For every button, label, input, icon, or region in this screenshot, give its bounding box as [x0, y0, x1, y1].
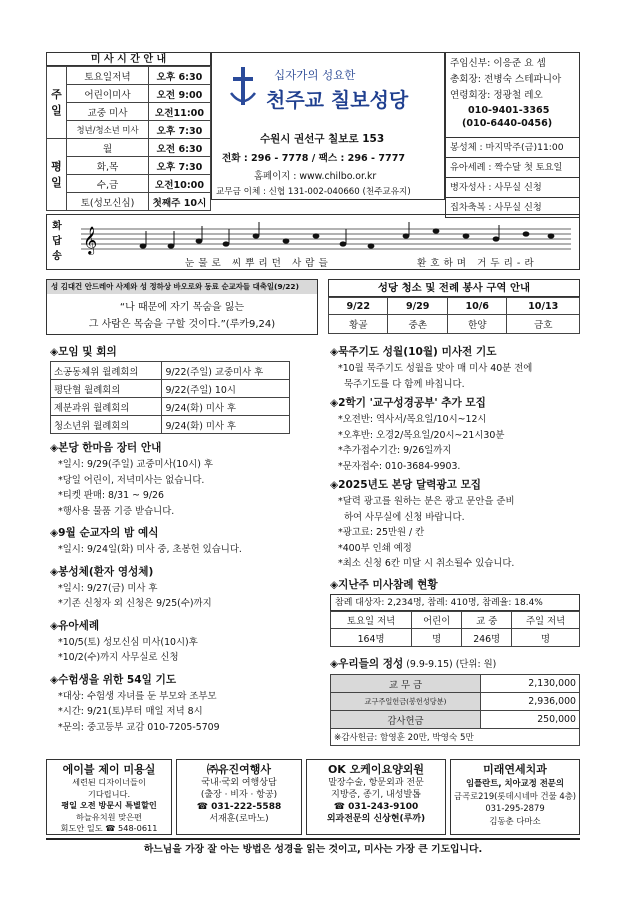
notice-title: ◈수험생을 위한 54일 기도 [50, 673, 177, 686]
offering-period: (9.9-9.15) (단위: 원) [406, 659, 497, 670]
mass-time: 오후 7:30 [149, 157, 211, 175]
mass-time: 오전 6:30 [149, 139, 211, 157]
info-2: 유아세례 : 짝수달 첫 토요일 [445, 158, 580, 178]
notice-line: *오전반: 역사서/목요일/10시~12시 [338, 414, 487, 425]
notice-line: *400부 인쇄 예정 [338, 542, 412, 554]
mass-time: 오전11:00 [149, 103, 211, 121]
notice-line: *행사용 물품 기증 받습니다. [58, 505, 175, 517]
notice-line: *10월 묵주기도 성월을 맞아 매 미사 40분 전에 [338, 363, 533, 374]
ads-row [46, 759, 580, 835]
notice-line: *일시: 9/27(금) 미사 후 [58, 582, 158, 594]
mass-time: 오전 9:00 [149, 85, 211, 103]
mass-time: 오전10:00 [149, 175, 211, 193]
notice-line: *일시: 9/24일(화) 미사 중, 초봉헌 있습니다. [58, 544, 242, 555]
footer-verse: 하느님을 가장 잘 아는 방법은 성경을 읽는 것이고, 미사는 가장 큰 기도입니다. [46, 838, 580, 858]
notice-title: ◈2025년도 본당 달력광고 모집 [330, 479, 482, 491]
attendance-title: ◈지난주 미사참례 현황 [330, 579, 438, 591]
ad-clinic[interactable]: OK 오케이요양외원 말장수술, 항문외과 전문 지방증, 종기, 내성발톱 ☎ 031-243-9100 외과전문의 신상현(루까) [306, 759, 446, 835]
cleaning-section [328, 279, 580, 334]
ad-travel[interactable]: ㈜유진여행사 국내·국외 여행상담 (출장 · 비자 · 항공) ☎ 031-222-5588 서재훈(로마노) [176, 759, 302, 835]
weekday-label: 평일 [47, 139, 67, 211]
saint-box [46, 279, 318, 335]
hymn-label: 화답송 [52, 221, 62, 262]
mass-name: 토(성모신심) [67, 193, 149, 211]
offering-section [330, 656, 582, 746]
notice-line: *오후반: 오경2/목요일/20시~21시30분 [338, 429, 505, 441]
notice-title: ◈본당 한마음 장터 안내 [50, 442, 162, 454]
info-1: 봉성체 : 마지막주(금)11:00 [445, 138, 580, 158]
saint-quote-1: “나 때문에 자기 목숨을 잃는 [119, 302, 245, 313]
notice-line: *10/5(토) 성모신심 미사(10시)후 [58, 636, 198, 648]
mass-time: 첫째주 10시 [149, 193, 211, 211]
mass-table [46, 66, 211, 211]
right-notices [330, 344, 582, 575]
church-website[interactable]: 홈페이지 : www.chilbo.or.kr [254, 171, 377, 182]
church-name: 천주교 칠보성당 [266, 88, 409, 112]
notice-line: *최소 신청 6칸 미달 시 취소될수 있습니다. [338, 558, 515, 569]
attendance-table: 토요일 저녁 어린이 교 중 주일 저녁 164명 명 246명 명 [330, 611, 580, 647]
funeral-head: 연령회장: 정광철 레오 [450, 90, 543, 101]
church-phone: 전화 : 296 - 7778 / 팩스 : 296 - 7777 [222, 153, 406, 164]
notice-line: 하여 사무실에 신청 바랍니다. [338, 511, 465, 523]
info-3: 병자성사 : 사무실 신청 [445, 178, 580, 198]
church-bank: 교무금 이체 : 신협 131-002-040660 (천주교유지) [216, 187, 411, 197]
notice-line: *문의: 중고등부 교감 010-7205-5709 [58, 721, 220, 733]
sunday-label: 주일 [47, 67, 67, 139]
notice-title: ◈봉성체(환자 영성체) [50, 565, 154, 578]
ad-dental[interactable]: 미래연세치과 임플란트, 치아교정 전문의 금곡로219(롯데시네마 건물 4층) 031-295-2879 김동춘 다마소 [450, 759, 580, 835]
cleaning-table: 9/22 9/29 10/6 10/13 황골 중촌 한양 금호 [328, 297, 580, 334]
notice-line: *10/2(수)까지 사무실로 신청 [58, 652, 179, 663]
notice-line: 묵주기도를 다 함께 바칩니다. [338, 378, 465, 390]
ad-salon[interactable]: 에이블 제이 미용실 세련된 디자이너들이 기다립니다. 평일 오전 방문시 특별할인 하늘유치원 맞은편 회도안 일도 ☎ 548-0611 [46, 759, 172, 835]
mass-name: 청년/청소년 미사 [67, 121, 149, 139]
mass-name: 교중 미사 [67, 103, 149, 121]
notice-title: ◈9월 순교자의 밤 예식 [50, 527, 159, 539]
notice-line: *대상: 수험생 자녀를 둔 부모와 조부모 [58, 690, 217, 702]
info-4: 집차축복 : 사무실 신청 [445, 198, 580, 218]
hymn-section [46, 214, 580, 270]
notice-title: ◈유아세례 [50, 619, 100, 632]
svg-text:𝄞: 𝄞 [83, 226, 98, 254]
notice-title: ◈묵주기도 성월(10월) 미사전 기도 [330, 346, 497, 358]
church-subtitle: 십자가의 성요한 [274, 68, 356, 82]
mass-name: 화,목 [67, 157, 149, 175]
meetings-section [50, 344, 318, 434]
hymn-lyric-1: 눈물로 씨뿌리던 사람들 [185, 258, 332, 269]
mass-time: 오후 6:30 [149, 67, 211, 85]
left-notices [50, 440, 320, 741]
mass-name: 수,금 [67, 175, 149, 193]
notice-line: *추가접수기간: 9/26일까지 [338, 445, 452, 456]
saint-title: 성 김대건 안드레아 사제와 성 정하상 바오로와 동료 순교자들 대축일(9/22) [47, 280, 317, 294]
church-address: 수원시 권선구 칠보로 153 [260, 133, 385, 145]
hymn-lyric-2: 환호하며 거두리-라 [417, 258, 538, 269]
notice-line: *일시: 9/29(주일) 교중미사(10시) 후 [58, 459, 213, 470]
offering-title: ◈우리들의 정성 [330, 658, 404, 670]
mass-name: 월 [67, 139, 149, 157]
staff-box [445, 52, 580, 218]
notice-line: *문자접수: 010-3684-9903. [338, 460, 461, 472]
church-header [211, 52, 445, 200]
pastor: 주임신부: 이응준 요 셉 [450, 58, 546, 69]
notice-line: *기존 신청자 외 신청은 9/25(수)까지 [58, 598, 212, 609]
phone-1: 010-9401-3365 [468, 105, 550, 116]
mass-name: 토요일저녁 [67, 67, 149, 85]
mass-name: 어린이미사 [67, 85, 149, 103]
attendance-summary: 참례 대상자: 2,234명, 참례: 410명, 참례율: 18.4% [330, 594, 580, 611]
offering-table: 교 무 금 2,130,000 교구주일헌금(봉헌성당분) 2,936,000 감사헌금 250,000 ※감사헌금: 함영훈 20만, 박영숙 5만 [330, 674, 580, 746]
mass-title: 미 사 시 간 안 내 [46, 52, 211, 66]
notice-line: *달력 광고를 원하는 분은 광고 문안을 준비 [338, 496, 515, 507]
notice-title: ◈2학기 '교구성경공부' 추가 모집 [330, 397, 486, 409]
notice-line: *광고료: 25만원 / 칸 [338, 527, 425, 538]
president: 총회장: 전병숙 스테파니아 [450, 74, 562, 85]
mass-time: 오후 7:30 [149, 121, 211, 139]
notice-line: *당일 어린이, 저녁미사는 없습니다. [58, 474, 205, 486]
attendance-section [330, 577, 580, 647]
saint-quote-2: 그 사람은 목숨을 구할 것이다.”(루카9,24) [88, 319, 276, 330]
phone-2: (010-6440-0456) [462, 118, 553, 129]
cleaning-title: 성당 청소 및 전례 봉사 구역 안내 [328, 279, 580, 297]
notice-line: *티켓 판매: 8/31 ~ 9/26 [58, 490, 164, 501]
church-logo-icon [228, 65, 258, 109]
meetings-title: ◈모임 및 회의 [50, 346, 117, 358]
mass-schedule [46, 52, 211, 211]
meetings-table: 소공동체위 월례회의 9/22(주일) 교중미사 후 평단협 월례회의 9/22(주일) 10시 제분과위 월례회의 9/24(화) 미사 후 청소년위 월례회의 9/24(화) 미사 후 [50, 361, 290, 434]
notice-line: *시간: 9/21(토)부터 매일 저녁 8시 [58, 706, 203, 717]
music-staff [81, 221, 571, 255]
